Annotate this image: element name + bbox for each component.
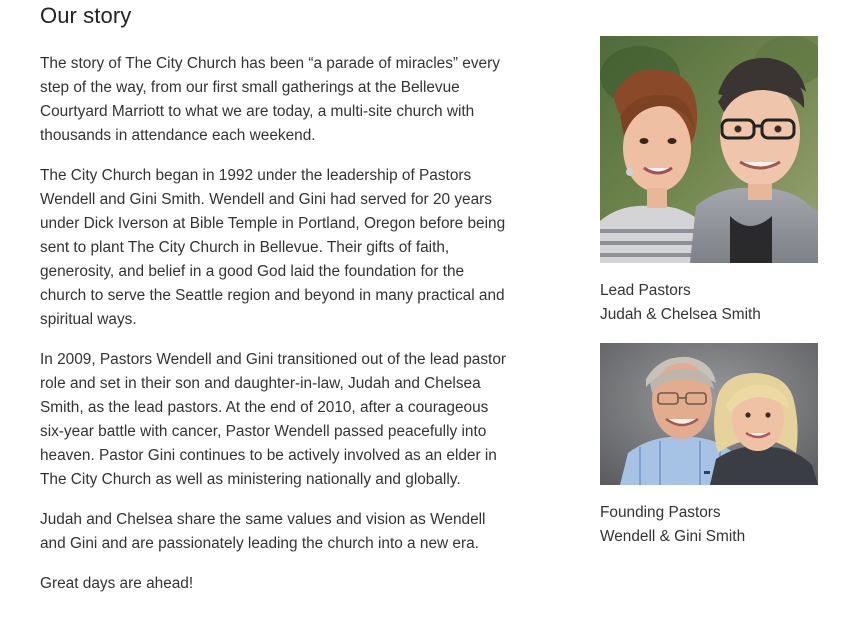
pastors-sidebar [600,36,818,549]
story-paragraph: The City Church began in 1992 under the leadership of Pastors Wendell and Gini Smith. Wendell and Gini had served for 20 years under Dick Iverson at Bible Temple in Portland, Oregon before being sent to plant The City Church in Bellevue. Their gifts of faith, generosity, and belief in a good God laid the foundation for the church to serve the Seattle region and beyond in many practical and spiritual ways. [40,167,506,328]
story-paragraph: Great days are ahead! [40,575,194,592]
story-paragraph: The story of The City Church has been “a parade of miracles” every step of the way, from our first small gatherings at the Bellevue Courtyard Marriott to what we are today, a multi-site church with thousands in attendance each weekend. [40,55,500,144]
page-title: Our story [40,3,132,28]
founding-pastors-caption [600,501,818,549]
lead-pastors-role: Lead Pastors [600,282,691,299]
lead-pastors-photo [600,36,818,263]
lead-pastors-names: Judah & Chelsea Smith [600,306,761,323]
founding-pastors-names: Wendell & Gini Smith [600,528,746,545]
founding-pastors-photo [600,343,818,485]
founding-pastors-role: Founding Pastors [600,504,721,521]
lead-pastors-caption [600,279,818,327]
story-paragraph: Judah and Chelsea share the same values and vision as Wendell and Gini and are passionately leading the church into a new era. [40,511,486,552]
story-text [40,52,508,612]
story-paragraph: In 2009, Pastors Wendell and Gini transitioned out of the lead pastor role and set in their son and daughter-in-law, Judah and Chelsea Smith, as the lead pastors. At the end of 2010, after a courageous six-year battle with cancer, Pastor Wendell passed peacefully into heaven. Pastor Gini continues to be actively involved as an elder in The City Church as well as ministering nationally and globally. [40,351,507,488]
